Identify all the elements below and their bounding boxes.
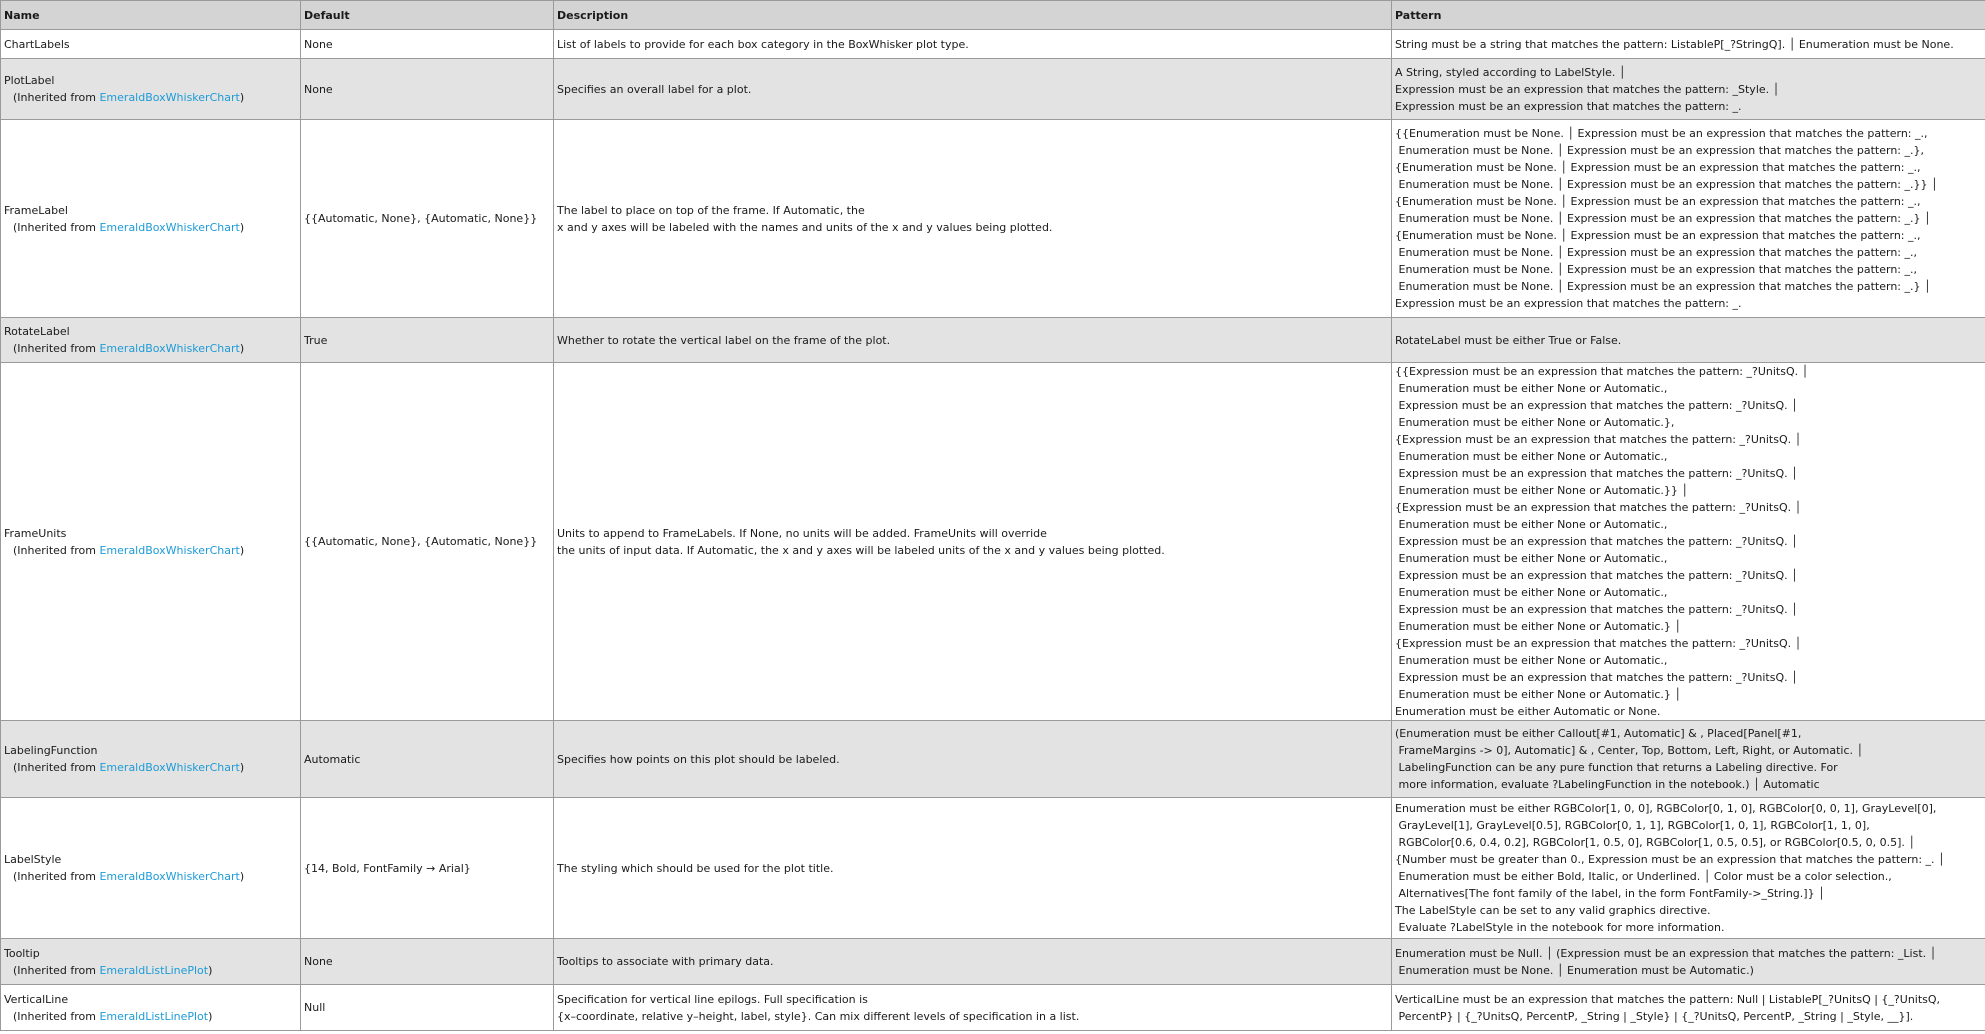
pattern-line: Enumeration must be either Bold, Italic, or Underlined. │ Color must be a color selection.,: [1395, 870, 1892, 883]
pattern-line: Enumeration must be None. │ Enumeration must be Automatic.): [1395, 963, 1754, 977]
pattern-line: Enumeration must be None. │ Expression must be an expression that matches the pattern: _.,: [1395, 246, 1917, 259]
pattern-cell: [1392, 30, 1985, 59]
pattern-line: Enumeration must be None. │ Expression must be an expression that matches the pattern: _.,: [1395, 263, 1917, 276]
pattern-line: Enumeration must be either None or Automatic.,: [1395, 552, 1668, 565]
pattern-cell: [1392, 318, 1985, 363]
default-cell: {14, Bold, FontFamily → Arial}: [301, 798, 554, 939]
default-cell: Automatic: [301, 721, 554, 798]
inherited-suffix: ): [239, 543, 245, 557]
pattern-line: LabelingFunction can be any pure function that returns a Labeling directive. For: [1395, 761, 1838, 774]
option-name: FrameUnits: [4, 526, 67, 540]
column-header-name: Name: [1, 1, 301, 30]
name-cell: [1, 985, 301, 1031]
inherited-note: [4, 219, 297, 236]
pattern-line: Enumeration must be None. │ Expression must be an expression that matches the pattern: _.}} │: [1395, 178, 1938, 191]
option-name: PlotLabel: [4, 74, 55, 87]
description-cell: [554, 59, 1392, 120]
description-cell: [554, 721, 1392, 798]
description-line: The styling which should be used for the plot title.: [557, 861, 834, 875]
inherited-source-link[interactable]: EmeraldBoxWhiskerChart: [99, 543, 240, 557]
table-row: [1, 721, 1985, 798]
description-line: the units of input data. If Automatic, the x and y axes will be labeled units of the x and y values being plotted.: [557, 543, 1165, 557]
pattern-line: Enumeration must be either None or Automatic.} │: [1395, 620, 1682, 633]
inherited-note: [4, 542, 297, 559]
inherited-note: [4, 340, 297, 357]
pattern-cell: [1392, 59, 1985, 120]
inherited-prefix: (Inherited from: [13, 220, 100, 234]
pattern-line: Enumeration must be either None or Automatic.,: [1395, 382, 1668, 395]
pattern-line: {{Enumeration must be None. │ Expression must be an expression that matches the pattern: _.,: [1395, 127, 1928, 140]
pattern-line: Enumeration must be either None or Automatic.}} │: [1395, 484, 1689, 497]
pattern-line: GrayLevel[1], GrayLevel[0.5], RGBColor[0, 1, 1], RGBColor[1, 0, 1], RGBColor[1, 1, 0],: [1395, 819, 1870, 832]
inherited-suffix: ): [239, 91, 245, 104]
column-header-pattern: Pattern: [1392, 1, 1985, 30]
pattern-line: Enumeration must be either Automatic or None.: [1395, 705, 1661, 718]
pattern-line: Enumeration must be either RGBColor[1, 0, 0], RGBColor[0, 1, 0], RGBColor[0, 0, 1], GrayLevel[0],: [1395, 802, 1937, 815]
pattern-line: Enumeration must be either None or Automatic.},: [1395, 416, 1675, 429]
pattern-line: RotateLabel must be either True or False.: [1395, 333, 1622, 347]
pattern-line: more information, evaluate ?LabelingFunction in the notebook.) │ Automatic: [1395, 778, 1820, 791]
inherited-note: [4, 89, 297, 106]
column-header-default: Default: [301, 1, 554, 30]
inherited-source-link[interactable]: EmeraldBoxWhiskerChart: [99, 761, 240, 774]
inherited-suffix: ): [239, 342, 245, 355]
name-cell: [1, 120, 301, 318]
pattern-line: Expression must be an expression that matches the pattern: _.: [1395, 99, 1742, 113]
default-cell: {{Automatic, None}, {Automatic, None}}: [301, 363, 554, 721]
description-line: Specifies how points on this plot should be labeled.: [557, 752, 840, 766]
pattern-line: String must be a string that matches the pattern: ListableP[_?StringQ]. │ Enumeration must be None.: [1395, 37, 1954, 51]
pattern-cell: [1392, 363, 1985, 721]
inherited-source-link[interactable]: EmeraldListLinePlot: [99, 963, 209, 977]
inherited-prefix: (Inherited from: [13, 1009, 100, 1023]
option-name: RotateLabel: [4, 325, 70, 338]
default-cell: None: [301, 939, 554, 985]
description-cell: [554, 939, 1392, 985]
description-cell: [554, 363, 1392, 721]
inherited-source-link[interactable]: EmeraldListLinePlot: [99, 1009, 209, 1023]
pattern-line: FrameMargins -> 0], Automatic] & , Center, Top, Bottom, Left, Right, or Automatic. │: [1395, 744, 1864, 757]
pattern-line: Enumeration must be None. │ Expression must be an expression that matches the pattern: _.} │: [1395, 280, 1931, 293]
pattern-line: Alternatives[The font family of the label, in the form FontFamily->_String.]} │: [1395, 887, 1825, 900]
description-cell: [554, 798, 1392, 939]
inherited-suffix: ): [208, 963, 213, 977]
description-cell: [554, 120, 1392, 318]
pattern-line: Expression must be an expression that matches the pattern: _.: [1395, 297, 1742, 310]
name-cell: [1, 59, 301, 120]
pattern-line: Enumeration must be either None or Automatic.,: [1395, 518, 1668, 531]
description-line: Tooltips to associate with primary data.: [557, 955, 774, 968]
pattern-line: The LabelStyle can be set to any valid graphics directive.: [1395, 904, 1711, 917]
pattern-line: Enumeration must be None. │ Expression must be an expression that matches the pattern: _.} │: [1395, 212, 1931, 225]
pattern-line: A String, styled according to LabelStyle. │: [1395, 65, 1626, 79]
name-cell: [1, 798, 301, 939]
option-name: LabelingFunction: [4, 744, 98, 757]
inherited-suffix: ): [239, 761, 245, 774]
table-row: [1, 120, 1985, 318]
pattern-line: Expression must be an expression that matches the pattern: _Style. │: [1395, 82, 1780, 96]
pattern-line: Enumeration must be either None or Automatic.} │: [1395, 688, 1682, 701]
inherited-note: [4, 868, 297, 885]
inherited-suffix: ): [239, 220, 245, 234]
option-name: ChartLabels: [4, 37, 70, 51]
pattern-line: Evaluate ?LabelStyle in the notebook for more information.: [1395, 921, 1725, 934]
pattern-line: {Expression must be an expression that matches the pattern: _?UnitsQ. │: [1395, 501, 1802, 514]
inherited-note: [4, 962, 297, 979]
inherited-prefix: (Inherited from: [13, 543, 100, 557]
pattern-line: Expression must be an expression that matches the pattern: _?UnitsQ. │: [1395, 671, 1798, 684]
description-line: List of labels to provide for each box category in the BoxWhisker plot type.: [557, 37, 969, 51]
name-cell: [1, 721, 301, 798]
table-row: [1, 318, 1985, 363]
table-row: [1, 798, 1985, 939]
default-cell: True: [301, 318, 554, 363]
pattern-line: Enumeration must be either None or Automatic.,: [1395, 450, 1668, 463]
pattern-line: RGBColor[0.6, 0.4, 0.2], RGBColor[1, 0.5, 0], RGBColor[1, 0.5, 0.5], or RGBColor[0.5, 0, 0.5]. │: [1395, 836, 1916, 849]
pattern-line: {Enumeration must be None. │ Expression must be an expression that matches the pattern: _.,: [1395, 161, 1921, 174]
pattern-line: Enumeration must be either None or Automatic.,: [1395, 586, 1668, 599]
pattern-line: {Enumeration must be None. │ Expression must be an expression that matches the pattern: _.,: [1395, 229, 1921, 242]
inherited-prefix: (Inherited from: [13, 342, 100, 355]
table-row: [1, 30, 1985, 59]
default-cell: {{Automatic, None}, {Automatic, None}}: [301, 120, 554, 318]
pattern-line: Enumeration must be None. │ Expression must be an expression that matches the pattern: _.},: [1395, 144, 1924, 157]
name-cell: [1, 318, 301, 363]
table-row: [1, 59, 1985, 120]
name-cell: [1, 363, 301, 721]
inherited-prefix: (Inherited from: [13, 761, 100, 774]
pattern-line: {Number must be greater than 0., Expression must be an expression that matches the pattern: _. │: [1395, 853, 1945, 866]
name-cell: [1, 939, 301, 985]
option-name: Tooltip: [4, 946, 40, 960]
description-line: Specification for vertical line epilogs. Full specification is: [557, 992, 868, 1006]
inherited-source-link[interactable]: EmeraldBoxWhiskerChart: [99, 220, 240, 234]
pattern-cell: [1392, 985, 1985, 1031]
pattern-line: Expression must be an expression that matches the pattern: _?UnitsQ. │: [1395, 603, 1798, 616]
default-cell: None: [301, 30, 554, 59]
description-line: Units to append to FrameLabels. If None, no units will be added. FrameUnits will override: [557, 526, 1047, 540]
pattern-line: Expression must be an expression that matches the pattern: _?UnitsQ. │: [1395, 535, 1798, 548]
pattern-cell: [1392, 798, 1985, 939]
option-name: VerticalLine: [4, 992, 69, 1006]
default-cell: Null: [301, 985, 554, 1031]
pattern-line: Expression must be an expression that matches the pattern: _?UnitsQ. │: [1395, 399, 1798, 412]
table-row: [1, 363, 1985, 721]
inherited-prefix: (Inherited from: [13, 91, 100, 104]
table-row: [1, 985, 1985, 1031]
pattern-line: {Enumeration must be None. │ Expression must be an expression that matches the pattern: _.,: [1395, 195, 1921, 208]
inherited-prefix: (Inherited from: [13, 870, 100, 883]
pattern-line: (Enumeration must be either Callout[#1, Automatic] & , Placed[Panel[#1,: [1395, 727, 1802, 740]
option-name: LabelStyle: [4, 853, 62, 866]
table-row: [1, 939, 1985, 985]
description-line: x and y axes will be labeled with the names and units of the x and y values being plotted.: [557, 220, 1053, 234]
pattern-line: Enumeration must be either None or Automatic.,: [1395, 654, 1668, 667]
description-line: {x–coordinate, relative y–height, label, style}. Can mix different levels of specification in a list.: [557, 1009, 1080, 1023]
inherited-prefix: (Inherited from: [13, 963, 100, 977]
pattern-line: Enumeration must be Null. │ (Expression must be an expression that matches the pattern: _List. │: [1395, 946, 1937, 960]
inherited-source-link[interactable]: EmeraldBoxWhiskerChart: [99, 342, 240, 355]
inherited-source-link[interactable]: EmeraldBoxWhiskerChart: [99, 870, 240, 883]
pattern-cell: [1392, 721, 1985, 798]
header-row: [1, 1, 1985, 30]
description-cell: [554, 985, 1392, 1031]
description-line: Whether to rotate the vertical label on the frame of the plot.: [557, 333, 891, 347]
pattern-line: VerticalLine must be an expression that matches the pattern: Null | ListableP[_?UnitsQ | {_?UnitsQ,: [1395, 992, 1941, 1006]
pattern-cell: [1392, 120, 1985, 318]
pattern-line: PercentP} | {_?UnitsQ, PercentP, _String | _Style} | {_?UnitsQ, PercentP, _String | _Style, __}].: [1395, 1009, 1914, 1023]
description-cell: [554, 318, 1392, 363]
inherited-source-link[interactable]: EmeraldBoxWhiskerChart: [99, 91, 240, 104]
inherited-suffix: ): [208, 1009, 213, 1023]
default-cell: None: [301, 59, 554, 120]
description-cell: [554, 30, 1392, 59]
pattern-line: {Expression must be an expression that matches the pattern: _?UnitsQ. │: [1395, 433, 1802, 446]
option-name: FrameLabel: [4, 203, 68, 217]
inherited-note: [4, 759, 297, 776]
pattern-line: {Expression must be an expression that matches the pattern: _?UnitsQ. │: [1395, 637, 1802, 650]
pattern-line: Expression must be an expression that matches the pattern: _?UnitsQ. │: [1395, 467, 1798, 480]
pattern-cell: [1392, 939, 1985, 985]
pattern-line: {{Expression must be an expression that matches the pattern: _?UnitsQ. │: [1395, 365, 1809, 378]
inherited-suffix: ): [239, 870, 245, 883]
description-line: Specifies an overall label for a plot.: [557, 82, 752, 96]
column-header-description: Description: [554, 1, 1392, 30]
inherited-note: [4, 1008, 297, 1025]
description-line: The label to place on top of the frame. If Automatic, the: [557, 203, 865, 217]
pattern-line: Expression must be an expression that matches the pattern: _?UnitsQ. │: [1395, 569, 1798, 582]
name-cell: [1, 30, 301, 59]
